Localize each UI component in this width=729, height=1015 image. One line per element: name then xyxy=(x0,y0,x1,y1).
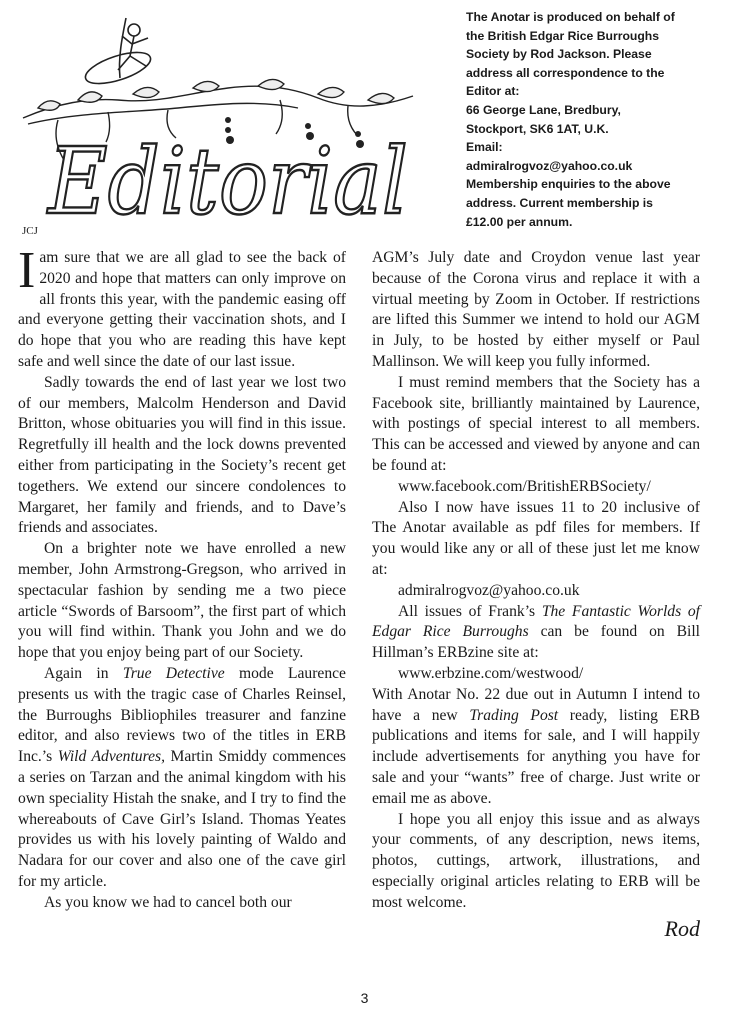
editorial-header-illustration xyxy=(18,8,448,248)
paragraph: On a brighter note we have enrolled a new member, John Armstrong-Gregson, who arrived in spectacular fashion by sending me a two piece article “Swords of Barsoom”, the first part of which you will find within. Thank you John and we do hope that you enjoy being part of our Society. xyxy=(18,540,346,662)
paragraph: Sadly towards the end of last year we lost two of our members, Malcolm Henderson and David Britton, whose obituaries you will find in this issue. Regretfully ill health and the lock downs prevented either from participating in the Society’s recent get togethers. We extend our sincere condolences to Margaret, her family and friends, and to Dave’s friends and associates. xyxy=(18,373,346,537)
right-text-column xyxy=(372,248,700,942)
info-line: address all correspondence to the xyxy=(466,65,665,80)
paragraph: AGM’s July date and Croydon venue last year because of the Corona virus and replace it with a virtual meeting by Zoom in October. If restrictions are lifted this Summer we intend to hold our AGM in July, to be hosted by either myself or Paul Mallinson. We will keep you fully informed. xyxy=(372,249,700,370)
info-line: the British Edgar Rice Burroughs xyxy=(466,28,659,43)
text-run: Martin Smiddy commences a series on Tarzan and the animal kingdom with his own speciality Histah the snake, and I try to find the whereabouts of Cave Girl’s Island. Thomas Yeates provides us with his lovely painting of Waldo and Nadara for our cover and also one of the cave girl for my article. xyxy=(18,748,346,890)
editorial-title-lettering: Editorial xyxy=(46,128,408,235)
paragraph: As you know we had to cancel both our xyxy=(44,893,292,911)
paragraph: I hope you all enjoy this issue and as always your comments, of any description, news items, photos, cuttings, artwork, illustrations, and especially original articles relating to ERB will be most welcome. xyxy=(372,810,700,911)
italic-title: The Fantastic Worlds of Edgar Rice Burroughs xyxy=(372,602,700,641)
text-run: mode Laurence presents us with the tragic case of Charles Reinsel, the Burroughs Bibliophiles treasurer and fanzine editor, and also reviews two of the titles in ERB Inc.’s xyxy=(18,664,346,766)
info-line: address. Current membership is xyxy=(466,195,653,210)
paragraph: Also I now have issues 11 to 20 inclusive of The Anotar available as pdf files for members. If you would like any or all of these just let me know at: xyxy=(372,498,700,578)
info-email-line: admiralrogvoz@yahoo.co.uk xyxy=(466,158,633,173)
text-run: ready, listing ERB publications and items for sale, and I will happily include advertisements for anything you have for sale and your “wants” free of charge. Just write or email me as above. xyxy=(372,706,700,807)
info-line: Editor at: xyxy=(466,84,520,99)
info-line: £12.00 per annum. xyxy=(466,214,573,229)
tarzan-figure-drawing xyxy=(82,18,154,90)
society-info-box xyxy=(466,8,718,231)
paragraph-text: am sure that we are all glad to see the back of 2020 and hope that matters can only improve on all fronts this year, with the pandemic easing off and everyone getting their vaccination shots, and I do hope that you who are reading this have kept safe and well since the date of our last issue. xyxy=(18,249,346,370)
text-run: Again in xyxy=(44,664,123,682)
info-line: 66 George Lane, Bredbury, xyxy=(466,102,621,117)
info-line: Email: xyxy=(466,140,503,155)
drop-cap: I xyxy=(18,242,36,299)
erbzine-url[interactable]: www.erbzine.com/westwood/ xyxy=(398,664,584,682)
left-text-column xyxy=(18,242,346,914)
italic-title: Trading Post xyxy=(469,706,559,724)
facebook-url[interactable]: www.facebook.com/BritishERBSociety/ xyxy=(398,477,651,495)
text-run: With Anotar No. 22 due out in Autumn I intend to have a new xyxy=(372,685,700,724)
info-line: Society by Rod Jackson. Please xyxy=(466,47,652,62)
info-line: Stockport, SK6 1AT, U.K. xyxy=(466,121,609,136)
editor-email[interactable]: admiralrogvoz@yahoo.co.uk xyxy=(398,581,580,599)
italic-title: Wild Adventures, xyxy=(57,748,165,766)
paragraph xyxy=(372,685,700,810)
artist-initials: JCJ xyxy=(22,225,38,237)
paragraph: I must remind members that the Society has a Facebook site, brilliantly maintained by Laurence, with postings of special interest to all members. This can be accessed and viewed by anyone and can be found at: xyxy=(372,373,700,474)
text-run: All issues of Frank’s xyxy=(398,602,542,620)
paragraph xyxy=(18,242,346,373)
paragraph xyxy=(18,664,346,893)
editor-signature: Rod xyxy=(664,915,700,941)
paragraph xyxy=(372,602,700,664)
info-line: The Anotar is produced on behalf of xyxy=(466,10,675,24)
italic-title: True Detective xyxy=(122,664,225,682)
info-line: Membership enquiries to the above xyxy=(466,177,671,192)
page-number: 3 xyxy=(360,990,369,1006)
text-run: can be found on Bill Hillman’s ERBzine site at: xyxy=(372,623,700,662)
